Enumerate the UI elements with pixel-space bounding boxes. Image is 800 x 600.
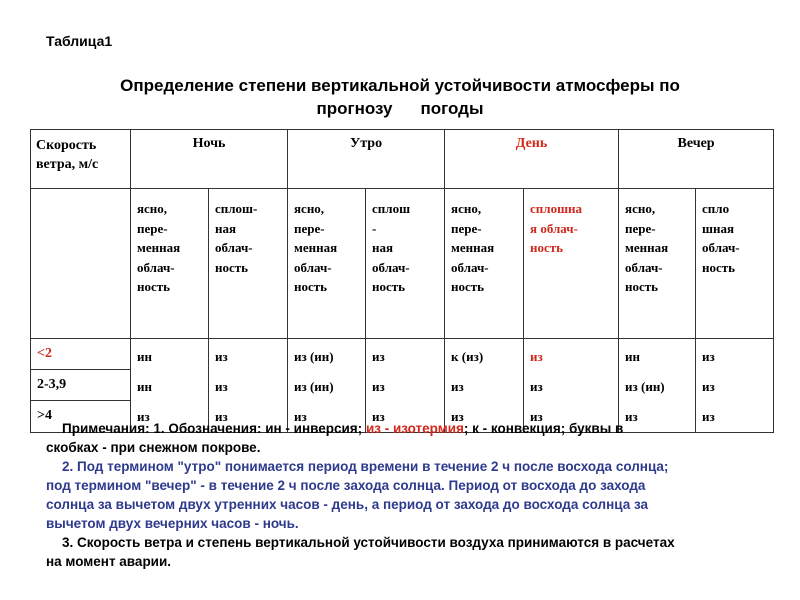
- vals-night-overcast: из из из: [209, 339, 288, 433]
- note-2-line-4: вычетом двух вечерних часов - ночь.: [46, 516, 299, 531]
- note-1-cont: скобках - при снежном покрове.: [46, 440, 261, 455]
- period-night: Ночь: [131, 130, 288, 189]
- vals-evening-clear: ин из (ин) из: [619, 339, 696, 433]
- title-line-2a: прогнозу: [316, 99, 393, 118]
- note-2-line-2: под термином "вечер" - в течение 2 ч после захода солнца. Период от восхода до захода: [46, 478, 646, 493]
- page-title: [60, 74, 740, 120]
- vals-night-clear: ин ин из: [131, 339, 209, 433]
- cond-clear-morning: ясно, пере- менная облач- ность: [288, 189, 366, 339]
- note-3-line-1: 3. Скорость ветра и степень вертикальной устойчивости воздуха принимаются в расчетах: [62, 535, 675, 550]
- period-day: День: [445, 130, 619, 189]
- cond-overcast-evening: спло шная облач- ность: [696, 189, 774, 339]
- wind-header: Скорость ветра, м/с: [31, 130, 131, 189]
- title-line-1: Определение степени вертикальной устойчивости атмосферы по: [120, 76, 680, 95]
- note-3-line-2: на момент аварии.: [46, 554, 172, 569]
- wind-row-1: <2: [31, 339, 130, 370]
- cond-clear-night: ясно, пере- менная облач- ность: [131, 189, 209, 339]
- cond-overcast-night: сплош- ная облач- ность: [209, 189, 288, 339]
- cond-overcast-day: сплошна я облач- ность: [524, 189, 619, 339]
- cond-clear-day: ясно, пере- менная облач- ность: [445, 189, 524, 339]
- wind-row-2: 2-3,9: [31, 370, 130, 401]
- wind-row-3: >4: [37, 408, 52, 423]
- note-2-line-3: солнца за вычетом двух утренних часов - день, а период от захода до восхода солнца за: [46, 497, 648, 512]
- notes: [46, 419, 776, 571]
- title-line-2b: погоды: [420, 99, 484, 118]
- vals-morning-overcast: из из из: [366, 339, 445, 433]
- table-label: Таблица1: [46, 33, 113, 49]
- note-1: Примечания: 1. Обозначения: ин - инверсия; из - изотермия; к - конвекция; буквы в: [62, 421, 624, 436]
- stability-table: [30, 129, 774, 433]
- vals-day-clear: к (из) из из: [445, 339, 524, 433]
- empty-cell: [31, 189, 131, 339]
- note-2-line-1: 2. Под термином "утро" понимается период времени в течение 2 ч после восхода солнца;: [62, 459, 669, 474]
- vals-day-overcast: из из из: [524, 339, 619, 433]
- cond-overcast-morning: сплош - ная облач- ность: [366, 189, 445, 339]
- cond-clear-evening: ясно, пере- менная облач- ность: [619, 189, 696, 339]
- vals-morning-clear: из (ин) из (ин) из: [288, 339, 366, 433]
- period-morning: Утро: [288, 130, 445, 189]
- period-evening: Вечер: [619, 130, 774, 189]
- vals-evening-overcast: из из из: [696, 339, 774, 433]
